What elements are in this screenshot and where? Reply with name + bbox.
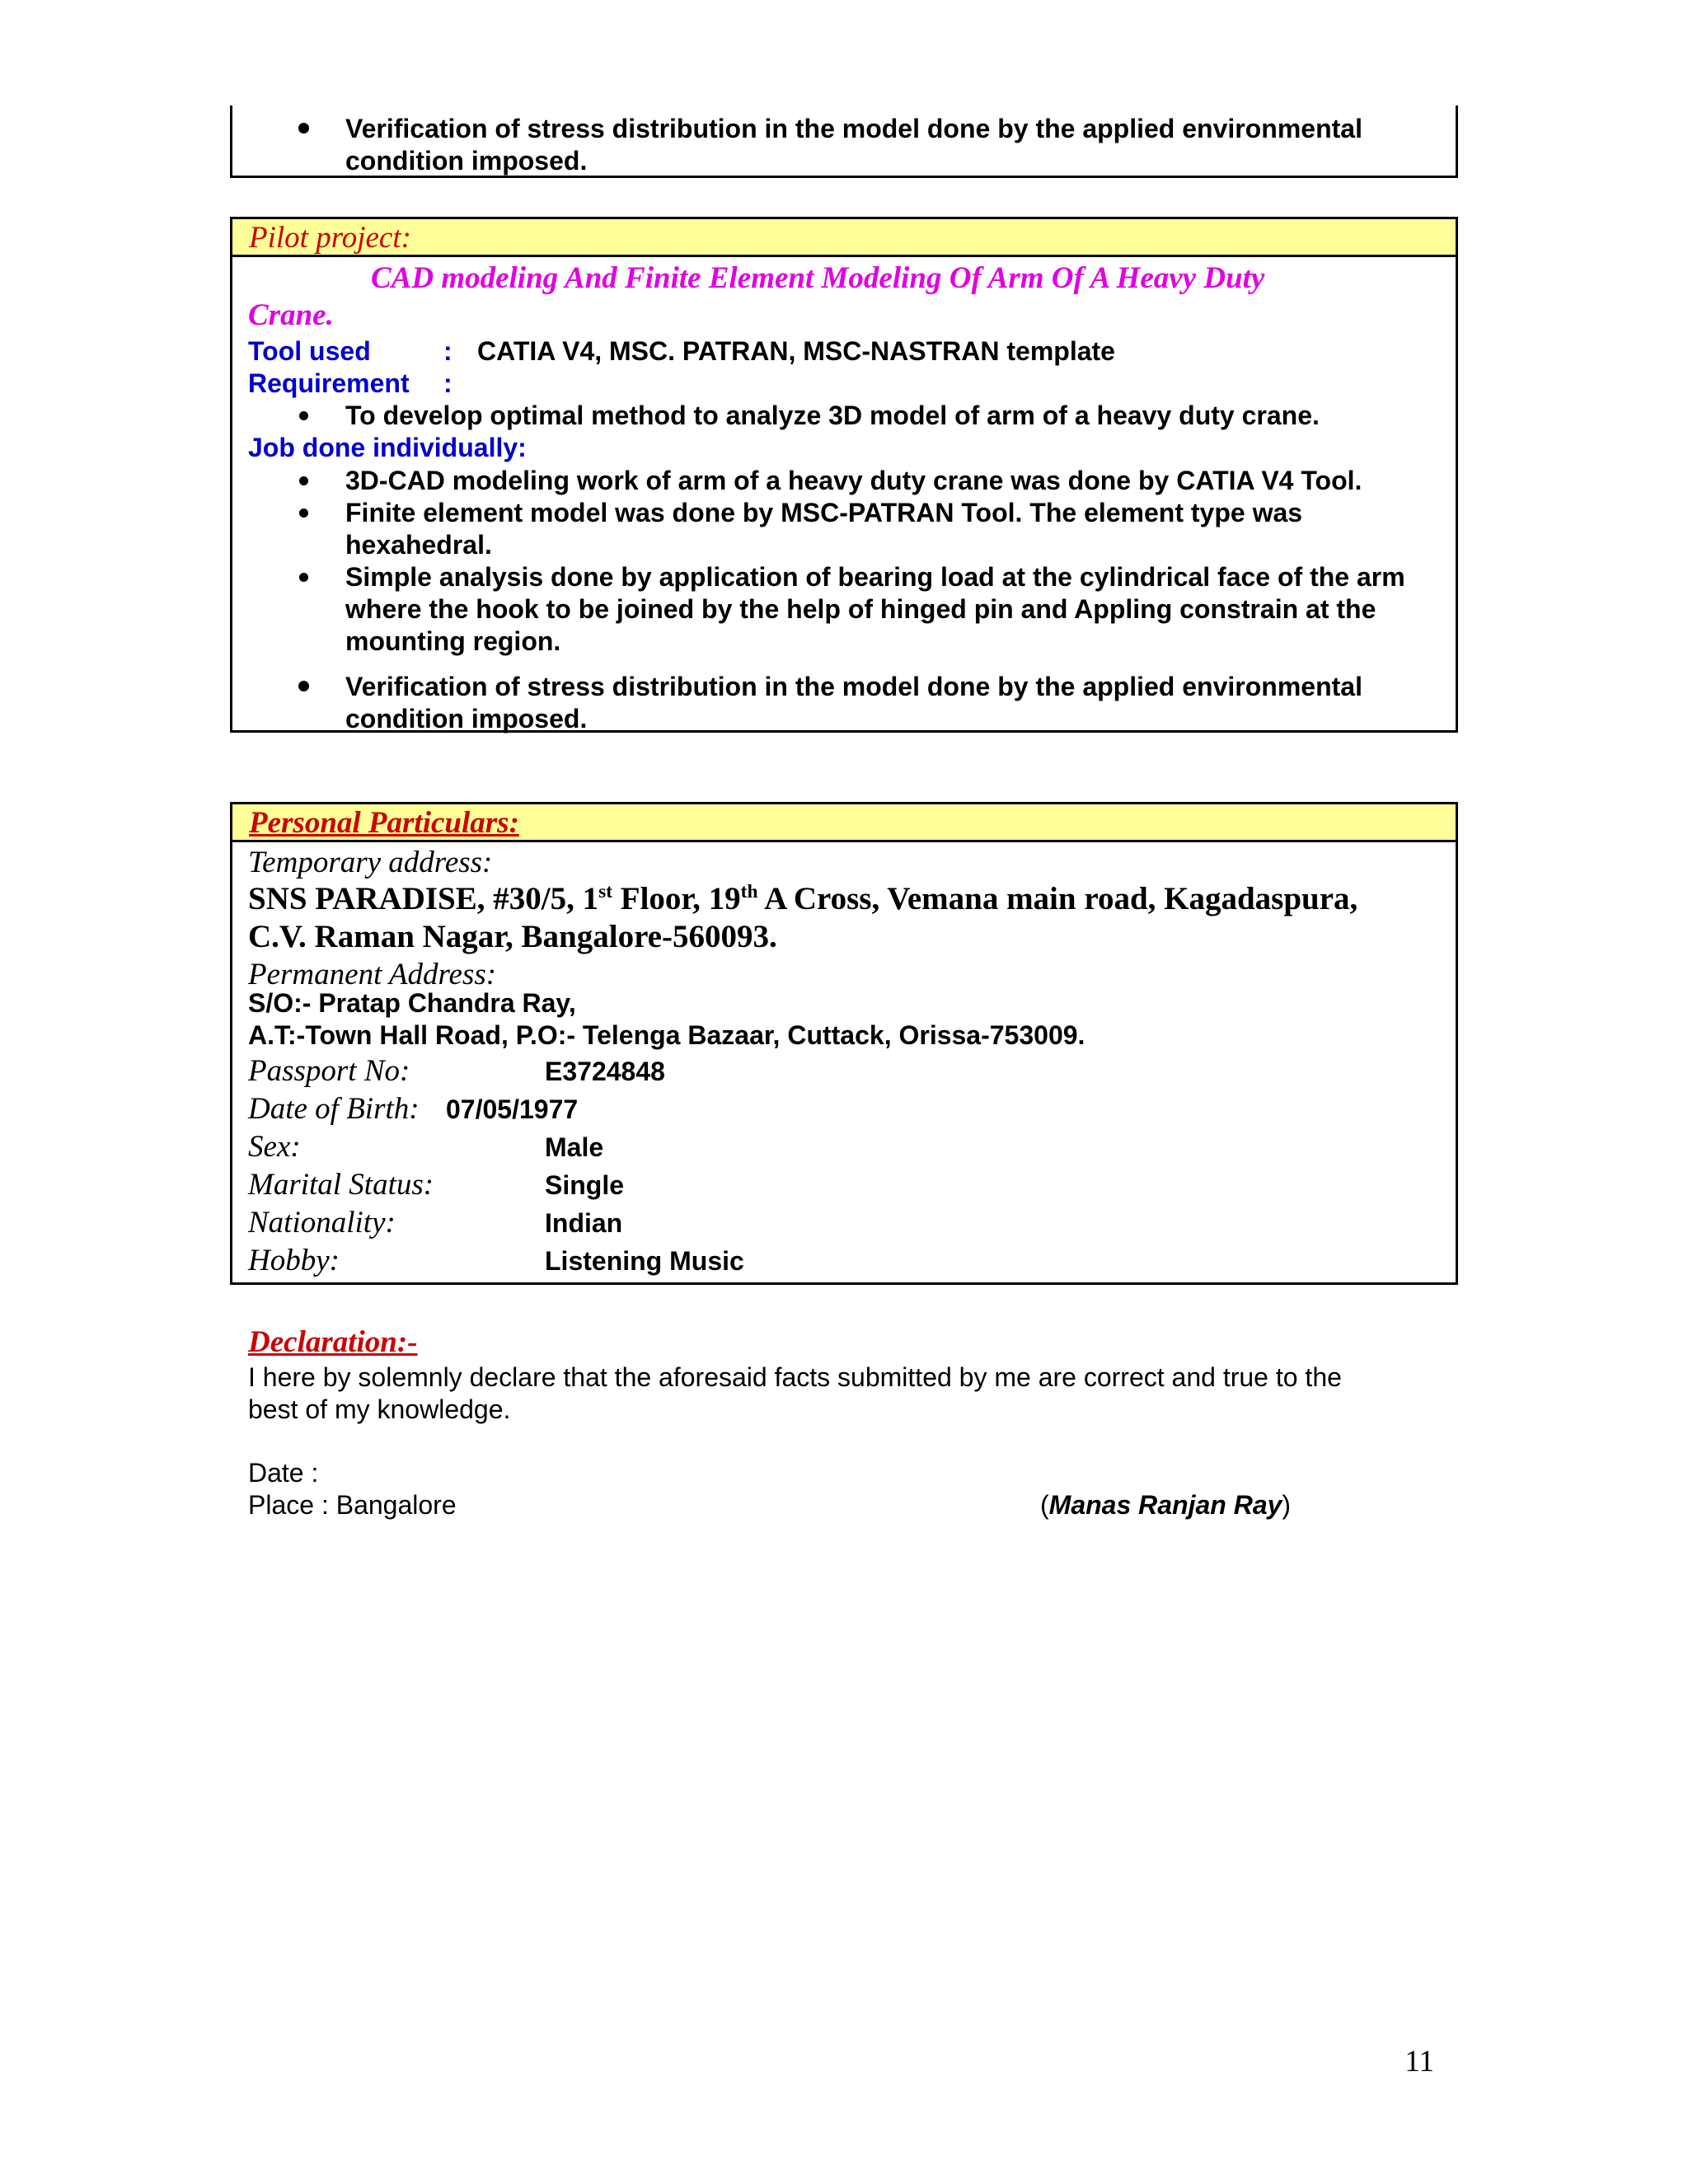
personal-particulars-header — [232, 804, 1456, 842]
tool-colon: : — [443, 336, 452, 366]
personal-particulars-section — [230, 802, 1458, 1285]
project-title-line1: CAD modeling And Finite Element Modeling Of Arm Of A Heavy Duty — [371, 261, 1265, 295]
requirement-label: Requirement — [248, 368, 410, 398]
job-bullet-2: Finite element model was done by MSC-PATRAN Tool. The element type was hexahedral. — [345, 498, 1303, 560]
nationality-label: Nationality: — [248, 1206, 396, 1240]
hobby-value: Listening Music — [545, 1246, 744, 1276]
bullet-icon — [299, 476, 308, 485]
section-title: Pilot project: — [249, 221, 411, 255]
dob-value: 07/05/1977 — [446, 1094, 579, 1124]
bullet-icon — [298, 681, 309, 691]
passport-value: E3724848 — [545, 1057, 665, 1086]
bullet-icon — [299, 509, 308, 518]
permanent-address-label: Permanent Address: — [248, 958, 497, 991]
pilot-project-section — [230, 217, 1458, 733]
permanent-address-line2: A.T:-Town Hall Road, P.O:- Telenga Bazaar, Cuttack, Orissa-753009. — [248, 1020, 1085, 1050]
sex-value: Male — [545, 1132, 604, 1162]
declaration-title: Declaration:- — [248, 1325, 418, 1359]
bullet-icon — [299, 411, 308, 420]
marital-status-value: Single — [545, 1170, 625, 1200]
previous-project-continuation — [230, 105, 1458, 178]
requirement-bullet: To develop optimal method to analyze 3D model of arm of a heavy duty crane. — [345, 401, 1320, 430]
sex-label: Sex: — [248, 1130, 301, 1164]
requirement-colon: : — [443, 368, 452, 398]
job-bullet-1: 3D-CAD modeling work of arm of a heavy duty crane was done by CATIA V4 Tool. — [345, 466, 1362, 495]
declaration-line1: I here by solemnly declare that the aforesaid facts submitted by me are correct and true to the — [248, 1362, 1342, 1392]
page-number: 11 — [1404, 2045, 1434, 2079]
hobby-label: Hobby: — [248, 1244, 340, 1277]
job-bullet-4: Verification of stress distribution in the model done by the applied environmental condition imposed. — [345, 672, 1362, 733]
job-bullet-3: Simple analysis done by application of bearing load at the cylindrical face of the arm where the hook to be joined by the help of hinged pin and Appling constrain at the mounting region. — [345, 562, 1405, 656]
bullet-icon — [298, 123, 309, 134]
nationality-value: Indian — [545, 1208, 623, 1238]
bullet-icon — [299, 573, 308, 582]
date-label: Date : — [248, 1458, 319, 1488]
marital-status-label: Marital Status: — [248, 1168, 434, 1202]
tool-used-label: Tool used — [248, 336, 371, 366]
temporary-address-line1: SNS PARADISE, #30/5, 1st Floor, 19th A Cross, Vemana main road, Kagadaspura, — [248, 881, 1358, 916]
signature: (Manas Ranjan Ray) — [1040, 1490, 1292, 1520]
permanent-address-line1: S/O:- Pratap Chandra Ray, — [248, 988, 576, 1018]
dob-label: Date of Birth: — [248, 1092, 420, 1126]
temporary-address-line2: C.V. Raman Nagar, Bangalore-560093. — [248, 919, 777, 954]
temporary-address-label: Temporary address: — [248, 846, 493, 879]
section-title: Personal Particulars: — [249, 806, 519, 840]
declaration-line2: best of my knowledge. — [248, 1394, 511, 1424]
project-title-line2: Crane. — [248, 298, 334, 332]
signature-name: Manas Ranjan Ray — [1048, 1490, 1282, 1520]
passport-label: Passport No: — [248, 1054, 410, 1088]
bullet-text: Verification of stress distribution in the model done by the applied environmental condition imposed. — [345, 114, 1362, 176]
pilot-project-header — [232, 219, 1456, 257]
tool-used-value: CATIA V4, MSC. PATRAN, MSC-NASTRAN template — [477, 336, 1115, 366]
place-label: Place : Bangalore — [248, 1490, 457, 1520]
job-done-label: Job done individually: — [248, 433, 527, 462]
